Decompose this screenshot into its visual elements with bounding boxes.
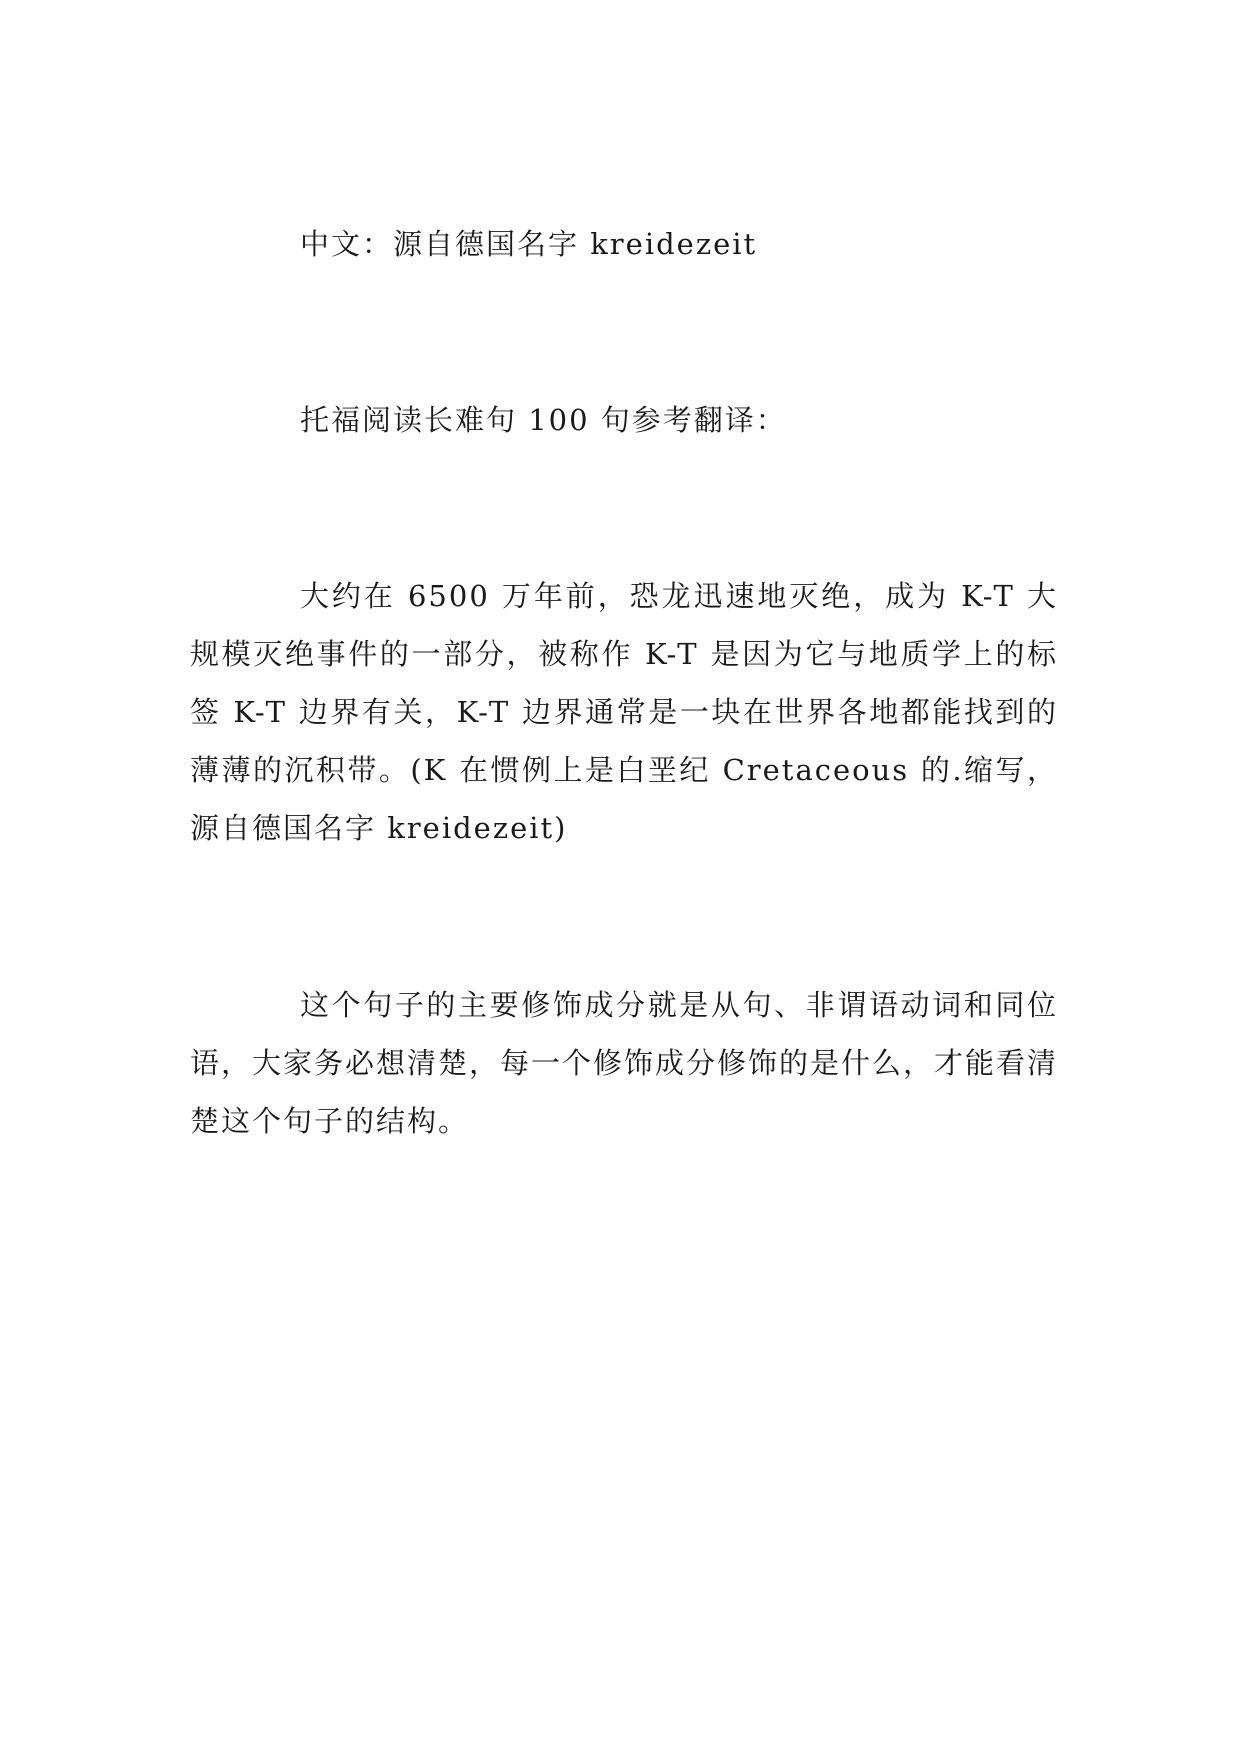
section-heading-paragraph: 托福阅读长难句 100 句参考翻译： [300, 403, 787, 437]
source-note-paragraph: 中文：源自德国名字 kreidezeit [300, 227, 758, 261]
translation-paragraph: 大约在 6500 万年前，恐龙迅速地灭绝，成为 K-T 大规模灭绝事件的一部分，被称作 K-T 是因为它与地质学上的标签 K-T 边界有关，K-T 边界通常是一块在世界各地都能找到的薄薄的沉积带。(K 在惯例上是白垩纪 Cretaceous 的.缩写，源自德国名字 kreidezeit) [190, 579, 1058, 845]
analysis-paragraph: 这个句子的主要修饰成分就是从句、非谓语动词和同位语，大家务必想清楚，每一个修饰成分修饰的是什么，才能看清楚这个句子的结构。 [190, 988, 1059, 1138]
